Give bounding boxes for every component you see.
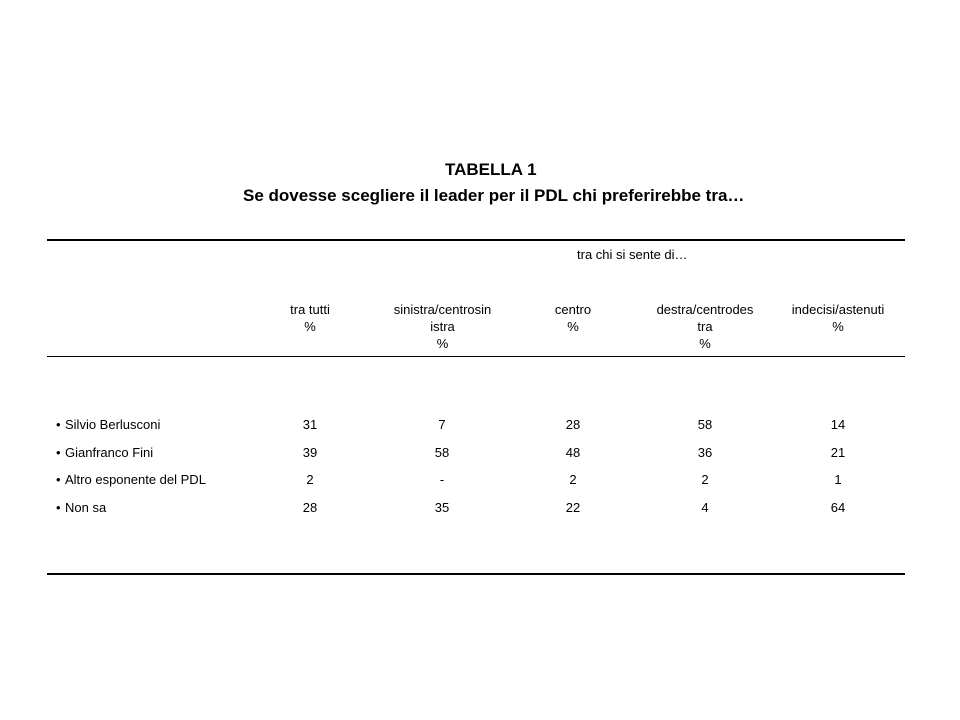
table-cell: 4 bbox=[701, 500, 709, 515]
row-label: • Gianfranco Fini bbox=[56, 445, 154, 460]
table-cell: 36 bbox=[697, 445, 713, 460]
column-header-tutti: tra tutti % bbox=[290, 302, 330, 334]
table-row bbox=[0, 500, 960, 520]
table-cell: 21 bbox=[830, 445, 846, 460]
table-cell: 39 bbox=[302, 445, 318, 460]
column-header-centro: centro % bbox=[554, 302, 592, 334]
row-label: • Silvio Berlusconi bbox=[56, 417, 161, 432]
table-cell: 1 bbox=[834, 472, 842, 487]
bullet-icon: • bbox=[56, 417, 61, 432]
table-cell: 48 bbox=[565, 445, 581, 460]
table-cell: 31 bbox=[302, 417, 318, 432]
bottom-rule bbox=[47, 573, 905, 575]
table-cell: 22 bbox=[565, 500, 581, 515]
table-cell: 2 bbox=[569, 472, 577, 487]
table-subtitle: Se dovesse scegliere il leader per il PDL chi preferirebbe tra… bbox=[243, 186, 745, 205]
table-cell: 28 bbox=[302, 500, 318, 515]
table-cell: 2 bbox=[701, 472, 709, 487]
top-rule bbox=[47, 239, 905, 241]
table-cell: - bbox=[439, 472, 445, 487]
table-cell: 14 bbox=[830, 417, 846, 432]
bullet-icon: • bbox=[56, 472, 61, 487]
group-header: tra chi si sente di… bbox=[577, 247, 688, 262]
row-label: • Non sa bbox=[56, 500, 107, 515]
table-cell: 35 bbox=[434, 500, 450, 515]
column-header-destra: destra/centrodes tra % bbox=[656, 302, 754, 351]
row-label: • Altro esponente del PDL bbox=[56, 472, 206, 487]
table-row bbox=[0, 445, 960, 465]
table-cell: 2 bbox=[306, 472, 314, 487]
table-cell: 28 bbox=[565, 417, 581, 432]
bullet-icon: • bbox=[56, 500, 61, 515]
bullet-icon: • bbox=[56, 445, 61, 460]
header-rule bbox=[47, 356, 905, 357]
table-row bbox=[0, 472, 960, 492]
table-row bbox=[0, 417, 960, 437]
table-cell: 7 bbox=[438, 417, 446, 432]
table-cell: 58 bbox=[434, 445, 450, 460]
column-header-sinistra: sinistra/centrosin istra % bbox=[393, 302, 492, 351]
table-cell: 58 bbox=[697, 417, 713, 432]
table-title: TABELLA 1 bbox=[445, 160, 537, 179]
column-header-indecisi: indecisi/astenuti % bbox=[791, 302, 885, 334]
table-cell: 64 bbox=[830, 500, 846, 515]
